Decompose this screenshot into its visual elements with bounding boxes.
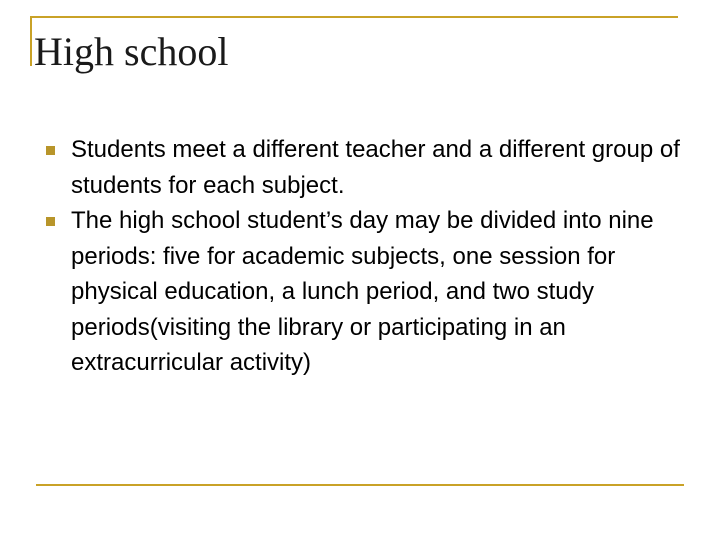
square-bullet-icon bbox=[46, 217, 55, 226]
slide-title: High school bbox=[34, 29, 229, 74]
bullet-item bbox=[36, 132, 686, 203]
bottom-divider bbox=[36, 484, 684, 486]
top-divider bbox=[30, 16, 678, 18]
bullet-text: The high school student’s day may be divided into nine periods: five for academic subjects, one session for physical education, a lunch period, and two study periods(visiting the library or participating in an extracurricular activity) bbox=[71, 207, 654, 376]
square-bullet-icon bbox=[46, 146, 55, 155]
bullet-item bbox=[36, 203, 686, 381]
bullet-list bbox=[36, 132, 686, 381]
left-divider bbox=[30, 16, 32, 66]
bullet-text: Students meet a different teacher and a different group of students for each subject. bbox=[71, 136, 680, 199]
